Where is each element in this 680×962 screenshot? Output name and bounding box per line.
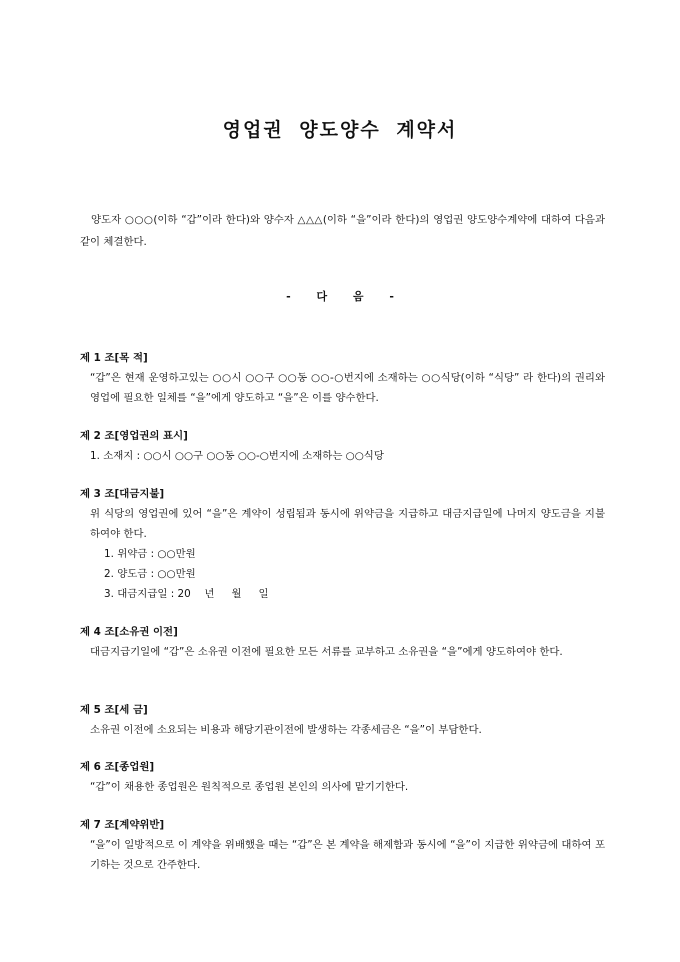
section-separator: - 다 음 - [286, 290, 394, 303]
article-2 [80, 426, 605, 466]
article-text: “갑”이 채용한 종업원은 원칙적으로 종업원 본인의 의사에 맡기기한다. [90, 781, 409, 793]
article-text: “갑”은 현재 운영하고있는 ○○시 ○○구 ○○동 ○○-○번지에 소재하는 ○○식당(이하 “식당” 라 한다)의 권리와 영업에 필요한 일체를 “을”에게 양도하고 “을”은 이를 양수한다. [90, 372, 605, 404]
article-heading: 제 2 조[영업권의 표시] [80, 430, 188, 442]
article-heading: 제 1 조[목 적] [80, 352, 148, 364]
article-5 [80, 700, 605, 740]
article-text: 위 식당의 영업권에 있어 “을”은 계약이 성립됨과 동시에 위약금을 지급하고 대금지급일에 나머지 양도금을 지불하여야 한다. [90, 508, 605, 540]
article-4 [80, 622, 605, 662]
list-item: 2. 양도금 : ○○만원 [104, 568, 196, 580]
article-heading: 제 7 조[계약위반] [80, 819, 165, 831]
article-heading: 제 3 조[대금지불] [80, 488, 165, 500]
document-title: 영업권 양도양수 계약서 [222, 119, 458, 141]
article-6 [80, 757, 605, 797]
article-text: 1. 소재지 : ○○시 ○○구 ○○동 ○○-○번지에 소재하는 ○○식당 [90, 450, 384, 462]
article-heading: 제 6 조[종업원] [80, 761, 155, 773]
article-heading: 제 4 조[소유권 이전] [80, 626, 178, 638]
intro-paragraph: 양도자 ○○○(이하 “갑”이라 한다)와 양수자 △△△(이하 “을”이라 한다)의 영업권 양도양수계약에 대하여 다음과 같이 체결한다. [80, 214, 605, 248]
article-7 [80, 815, 605, 875]
article-text: “을”이 일방적으로 이 계약을 위배했을 때는 “갑”은 본 계약을 해제함과 동시에 “을”이 지급한 위약금에 대하여 포기하는 것으로 간주한다. [90, 839, 605, 871]
list-item: 1. 위약금 : ○○만원 [104, 548, 196, 560]
article-text: 대금지급기일에 “갑”은 소유권 이전에 필요한 모든 서류를 교부하고 소유권을 “을”에게 양도하여야 한다. [90, 646, 563, 658]
article-heading: 제 5 조[세 금] [80, 704, 148, 716]
article-3 [80, 484, 605, 604]
article-1 [80, 348, 605, 408]
article-text: 소유권 이전에 소요되는 비용과 해당기관이전에 발생하는 각종세금은 “을”이 부담한다. [90, 724, 482, 736]
list-item: 3. 대금지급일 : 20 년 월 일 [104, 588, 269, 600]
